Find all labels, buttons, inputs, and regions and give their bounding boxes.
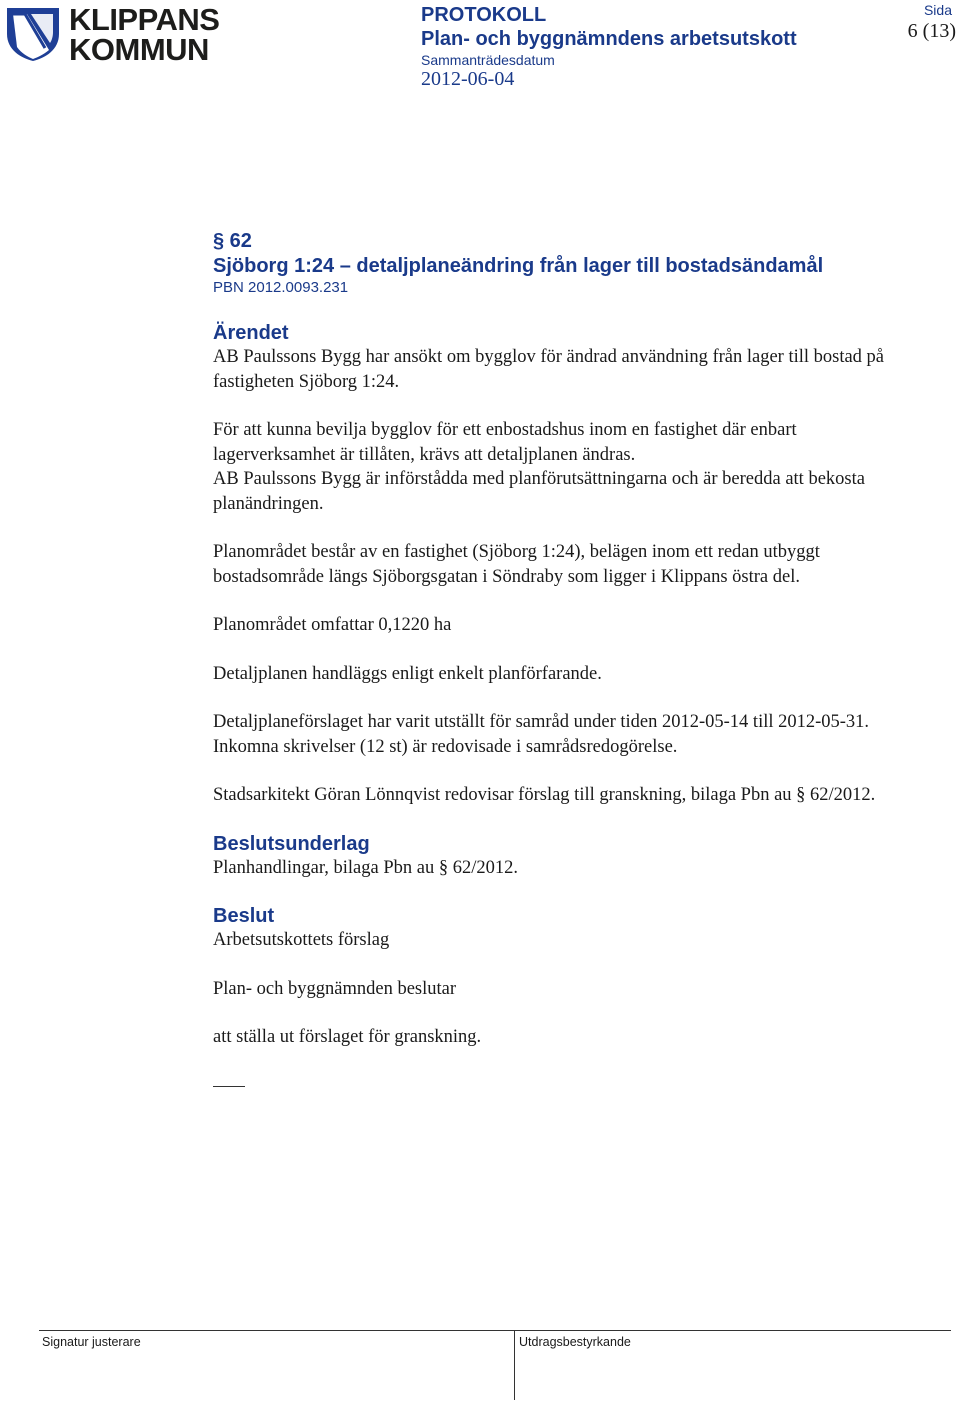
- beslutsunderlag-text: Planhandlingar, bilaga Pbn au § 62/2012.: [213, 857, 518, 878]
- klippans-kommun-logo: [5, 2, 220, 67]
- section-number: § 62: [213, 230, 252, 252]
- signature-justerare-label: Signatur justerare: [42, 1335, 141, 1349]
- committee-name: Plan- och byggnämndens arbetsutskott: [421, 28, 797, 50]
- logo-text-line1: KLIPPANS: [69, 2, 220, 37]
- heading-arendet: Ärendet: [213, 322, 289, 344]
- crest-icon: [5, 4, 63, 62]
- document-body: [213, 228, 913, 1087]
- arendet-paragraph-4: Planområdet omfattar 0,1220 ha: [213, 615, 452, 635]
- footer-divider: [39, 1330, 951, 1331]
- case-number: PBN 2012.0093.231: [213, 279, 349, 296]
- end-rule: [213, 1086, 245, 1087]
- arendet-paragraph-3: Planområdet består av en fastighet (Sjöborg 1:24), belägen inom ett redan utbyggt bostadsområde längs Sjöborgsgatan i Söndraby som ligger i Klippans östra del.: [213, 542, 820, 587]
- heading-beslutsunderlag: Beslutsunderlag: [213, 832, 370, 855]
- document-type: PROTOKOLL: [421, 4, 547, 26]
- section-title: Sjöborg 1:24 – detaljplaneändring från lager till bostadsändamål: [213, 255, 824, 277]
- utdragsbestyrkande-label: Utdragsbestyrkande: [519, 1335, 631, 1349]
- meeting-date: 2012-06-04: [421, 68, 515, 90]
- logo-text-line2: KOMMUN: [69, 32, 209, 67]
- meeting-date-label: Sammanträdesdatum: [421, 52, 555, 68]
- arendet-paragraph-5: Detaljplanen handläggs enligt enkelt planförfarande.: [213, 663, 602, 684]
- footer-separator: [514, 1330, 515, 1400]
- beslut-line-2: Plan- och byggnämnden beslutar: [213, 978, 457, 999]
- beslut-line-3: att ställa ut förslaget för granskning.: [213, 1027, 482, 1047]
- arendet-paragraph-7: Stadsarkitekt Göran Lönnqvist redovisar förslag till granskning, bilaga Pbn au § 62/2012.: [213, 785, 876, 805]
- heading-beslut: Beslut: [213, 905, 275, 927]
- arendet-paragraph-2b: AB Paulssons Bygg är införstådda med planförutsättningarna och är beredda att bekosta planändringen.: [213, 469, 865, 514]
- page-number: 6 (13): [907, 20, 956, 42]
- beslut-line-1: Arbetsutskottets förslag: [213, 930, 390, 950]
- page-label: Sida: [923, 2, 952, 18]
- arendet-paragraph-6: Detaljplaneförslaget har varit utställt för samråd under tiden 2012-05-14 till 2012-05-31. Inkomna skrivelser (12 st) är redovisade i samrådsredogörelse.: [213, 712, 870, 757]
- arendet-paragraph-1: AB Paulssons Bygg har ansökt om bygglov för ändrad användning från lager till bostad på fastigheten Sjöborg 1:24.: [213, 347, 885, 392]
- arendet-paragraph-2a: För att kunna bevilja bygglov för ett enbostadshus inom en fastighet där enbart lagerverksamhet är tillåten, krävs att detaljplanen ändras.: [213, 420, 797, 465]
